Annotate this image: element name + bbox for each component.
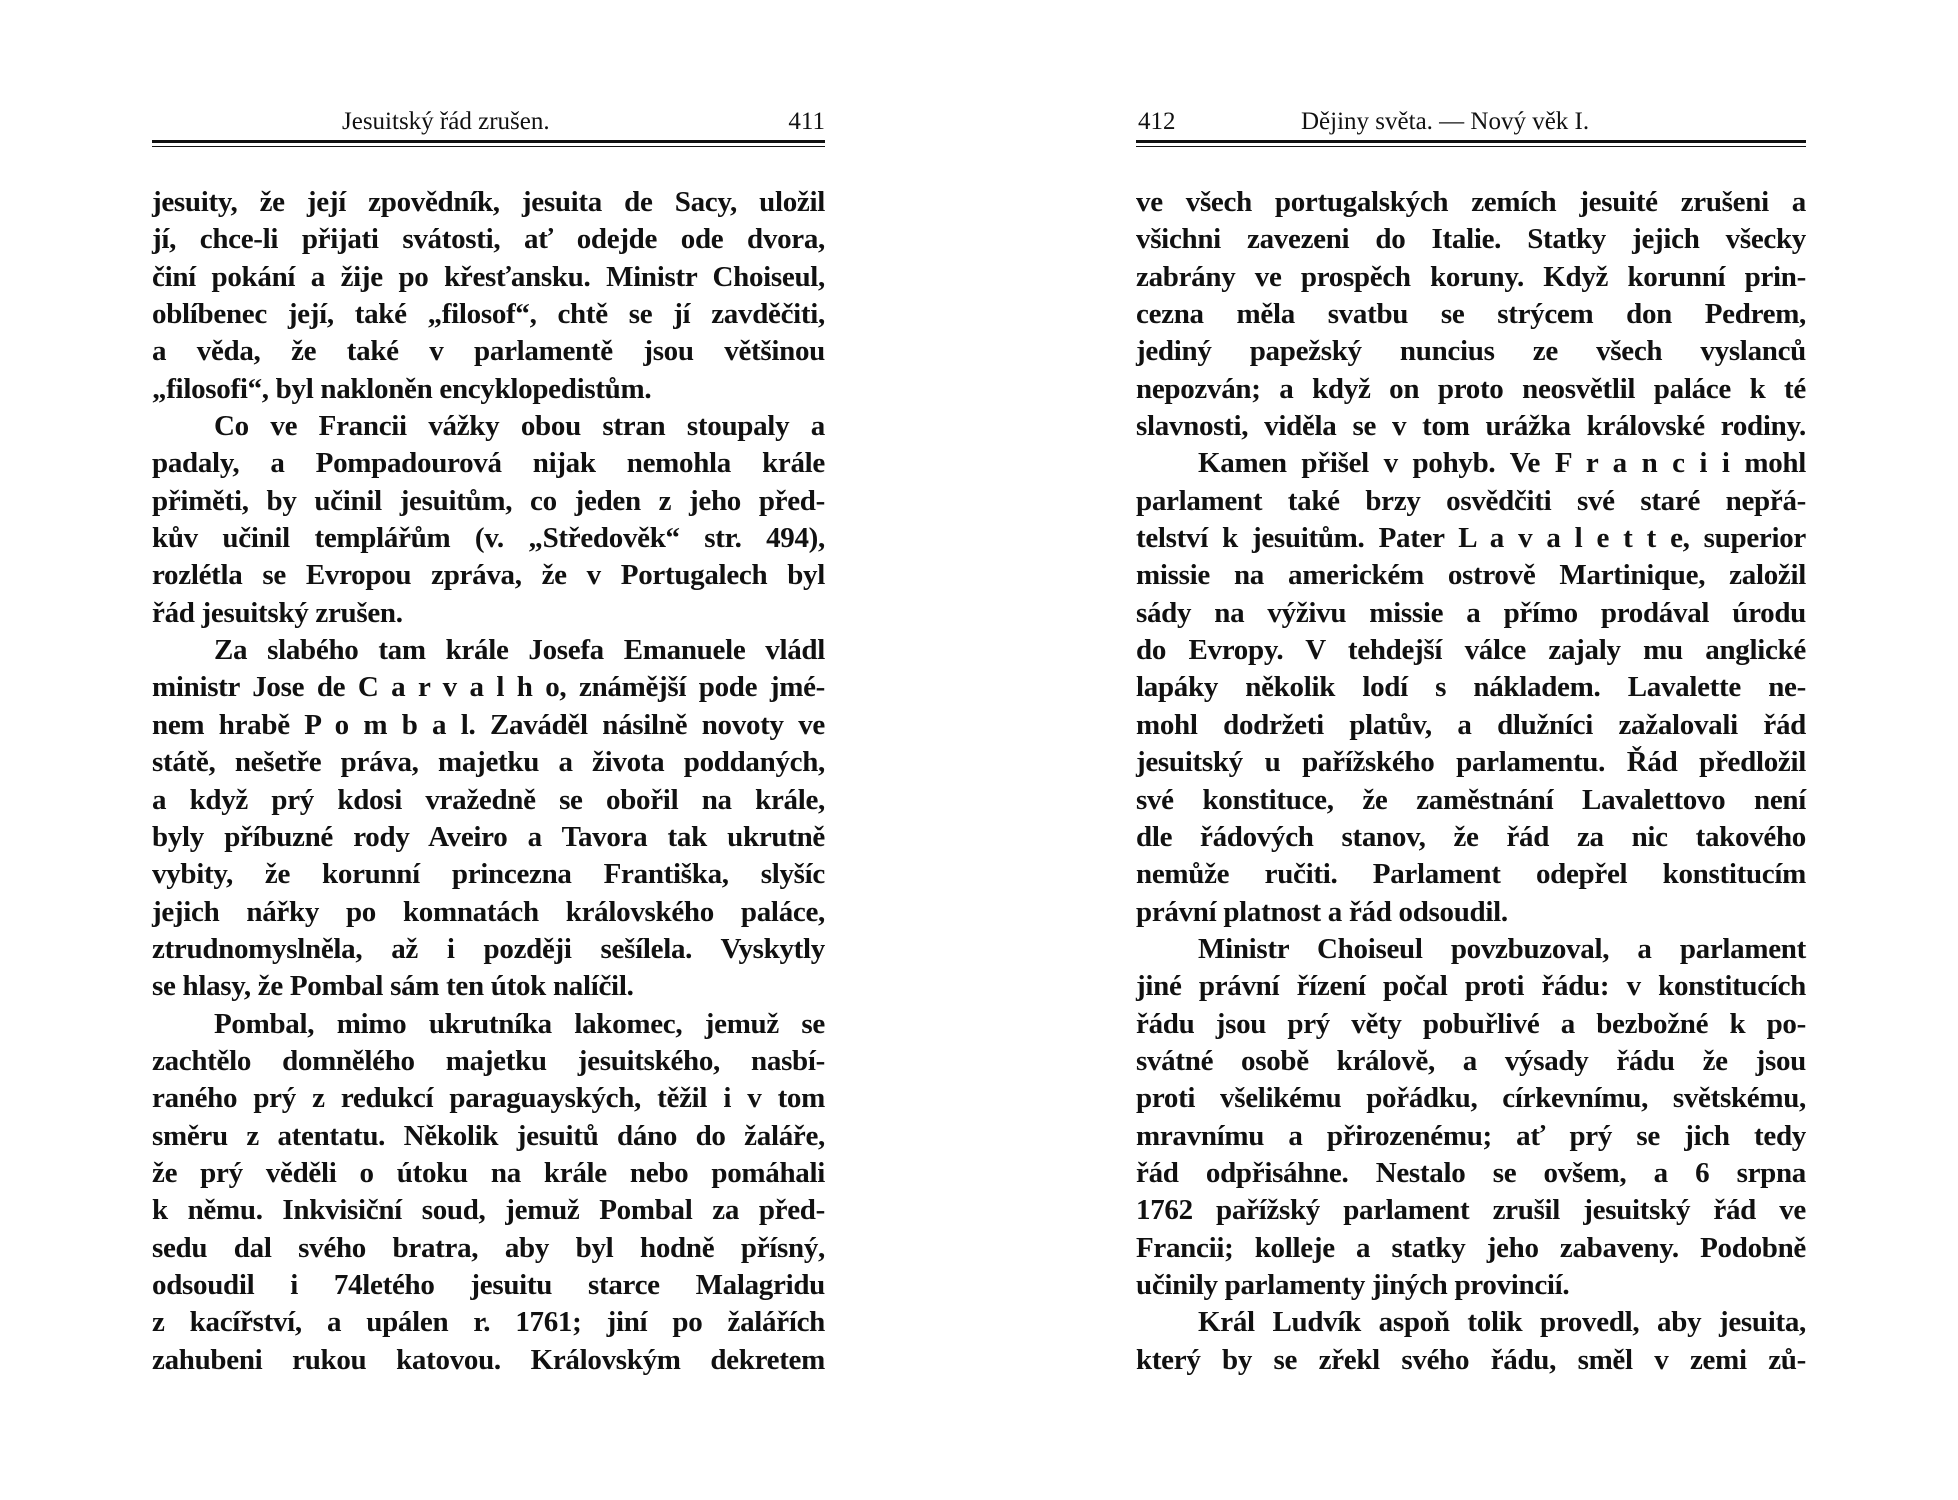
text-line: odsoudil i 74letého jesuitu starce Malagridu — [152, 1268, 825, 1301]
running-header — [1136, 108, 1806, 138]
text-line: jesuitský u pařížského parlamentu. Řád předložil — [1136, 746, 1806, 779]
text-line: byly příbuzné rody Aveiro a Tavora tak ukrutně — [152, 820, 825, 853]
text-line: telství k jesuitům. Pater L a v a l e t t e, superior — [1136, 522, 1806, 555]
text-line: nepozván; a když on proto neosvětlil paláce k té — [1136, 372, 1806, 405]
text-line: zabrány ve prospěch koruny. Když korunní prin- — [1136, 260, 1806, 293]
page-body — [1136, 184, 1806, 1379]
text-line: cezna měla svatbu se strýcem don Pedrem, — [1136, 298, 1806, 331]
text-line: dle řádových stanov, že řád za nic takového — [1136, 820, 1806, 853]
text-line: Král Ludvík aspoň tolik provedl, aby jesuita, — [1198, 1306, 1806, 1339]
left-page — [152, 0, 825, 1500]
text-line: padaly, a Pompadourová nijak nemohla krále — [152, 447, 825, 480]
text-line: který by se zřekl svého řádu, směl v zemi zů- — [1136, 1343, 1806, 1376]
text-line: parlament také brzy osvědčiti své staré nepřá- — [1136, 484, 1806, 517]
text-line: zachtělo domnělého majetku jesuitského, nasbí- — [152, 1044, 825, 1077]
page-body — [152, 184, 825, 1379]
text-line: 1762 pařížský parlament zrušil jesuitský řád ve — [1136, 1194, 1806, 1227]
text-line: právní platnost a řád odsoudil. — [1136, 895, 1508, 928]
text-line: rozlétla se Evropou zpráva, že v Portugalech byl — [152, 559, 825, 592]
text-line: „filosofi“, byl nakloněn encyklopedistům. — [152, 372, 652, 405]
text-line: že prý věděli o útoku na krále nebo pomáhali — [152, 1156, 825, 1189]
header-title: Dějiny světa. — Nový věk I. — [1301, 108, 1590, 135]
text-line: a když prý kdosi vražedně se obořil na krále, — [152, 783, 825, 816]
text-line: zahubeni rukou katovou. Královským dekretem — [152, 1343, 825, 1376]
text-line: jediný papežský nuncius ze všech vyslanců — [1136, 335, 1806, 368]
text-line: mohl dodržeti platův, a dlužníci zažalovali řád — [1136, 708, 1806, 741]
text-line: ministr Jose de C a r v a l h o, známější pode jmé- — [152, 671, 825, 704]
text-line: k němu. Inkvisiční soud, jemuž Pombal za před- — [152, 1194, 825, 1227]
text-line: sedu dal svého bratra, aby byl hodně přísný, — [152, 1231, 825, 1264]
text-line: Za slabého tam krále Josefa Emanuele vládl — [214, 634, 825, 667]
text-line: jí, chce-li přijati svátosti, ať odejde ode dvora, — [152, 223, 825, 256]
header-rule — [1136, 140, 1806, 147]
text-line: jesuity, že její zpovědník, jesuita de Sacy, uložil — [152, 186, 825, 218]
text-line: mravnímu a přirozenému; ať prý se jich tedy — [1136, 1119, 1806, 1152]
text-line: Co ve Francii vážky obou stran stoupaly a — [214, 410, 825, 443]
text-line: proti všelikému pořádku, církevnímu, světskému, — [1136, 1082, 1806, 1115]
text-line: z kacířství, a upálen r. 1761; jiní po žalářích — [152, 1306, 825, 1339]
text-line: ztrudnomyslněla, až i později sešílela. Vyskytly — [152, 932, 825, 965]
text-line: řád jesuitský zrušen. — [152, 596, 403, 629]
text-line: vybity, že korunní princezna Františka, slyšíc — [152, 858, 825, 891]
text-line: missie na americkém ostrově Martinique, založil — [1136, 559, 1806, 592]
page-number: 412 — [1138, 108, 1176, 135]
text-line: směru z atentatu. Několik jesuitů dáno do žaláře, — [152, 1119, 825, 1152]
text-line: jejich nářky po komnatách královského paláce, — [152, 895, 825, 928]
text-line: všichni zavezeni do Italie. Statky jejich všecky — [1136, 223, 1806, 256]
text-line: lapáky několik lodí s nákladem. Lavalette ne- — [1136, 671, 1806, 704]
text-line: kův učinil templářům (v. „Středověk“ str. 494), — [152, 522, 825, 555]
text-line: svátné osobě královĕ, a výsady řádu že jsou — [1136, 1044, 1806, 1077]
text-line: raného prý z redukcí paraguayských, těžil i v tom — [152, 1082, 825, 1115]
text-line: slavnosti, viděla se v tom urážka královské rodiny. — [1136, 410, 1806, 443]
text-line: Ministr Choiseul povzbuzoval, a parlament — [1198, 932, 1806, 965]
text-line: jiné právní řízení počal proti řádu: v konstitucích — [1136, 970, 1806, 1003]
text-line: učinily parlamenty jiných provincií. — [1136, 1268, 1570, 1301]
text-line: do Evropy. V tehdejší válce zajaly mu anglické — [1136, 634, 1806, 667]
text-line: Kamen přišel v pohyb. Ve F r a n c i i mohl — [1198, 447, 1806, 480]
header-title: Jesuitský řád zrušen. — [342, 108, 550, 135]
right-page — [1136, 0, 1806, 1500]
text-line: nem hrabě P o m b a l. Zaváděl násilně novoty ve — [152, 708, 825, 741]
text-line: své konstituce, že zaměstnání Lavalettovo není — [1136, 783, 1806, 816]
text-line: se hlasy, že Pombal sám ten útok nalíčil. — [152, 970, 634, 1003]
text-line: sády na výživu missie a přímo prodával úrodu — [1136, 596, 1806, 629]
text-line: ve všech portugalských zemích jesuité zrušeni a — [1136, 186, 1806, 218]
text-line: řád odpřisáhne. Nestalo se ovšem, a 6 srpna — [1136, 1156, 1806, 1189]
text-line: řádu jsou prý věty pobuřlivé a bezbožné k po- — [1136, 1007, 1806, 1040]
page-number: 411 — [788, 108, 825, 135]
text-line: činí pokání a žije po křesťansku. Ministr Choiseul, — [152, 260, 825, 293]
running-header — [152, 108, 825, 138]
text-line: Francii; kolleje a statky jeho zabaveny. Podobně — [1136, 1231, 1806, 1264]
text-line: státě, nešetře práva, majetku a života poddaných, — [152, 746, 825, 779]
header-rule — [152, 140, 825, 147]
text-line: Pombal, mimo ukrutníka lakomec, jemuž se — [214, 1007, 825, 1040]
text-line: nemůže ručiti. Parlament odepřel konstitucím — [1136, 858, 1806, 891]
text-line: přiměti, by učinil jesuitům, co jeden z jeho před- — [152, 484, 825, 517]
text-line: oblíbenec její, také „filosof“, chtě se jí zavděčiti, — [152, 298, 825, 331]
text-line: a věda, že také v parlamentě jsou většinou — [152, 335, 825, 368]
